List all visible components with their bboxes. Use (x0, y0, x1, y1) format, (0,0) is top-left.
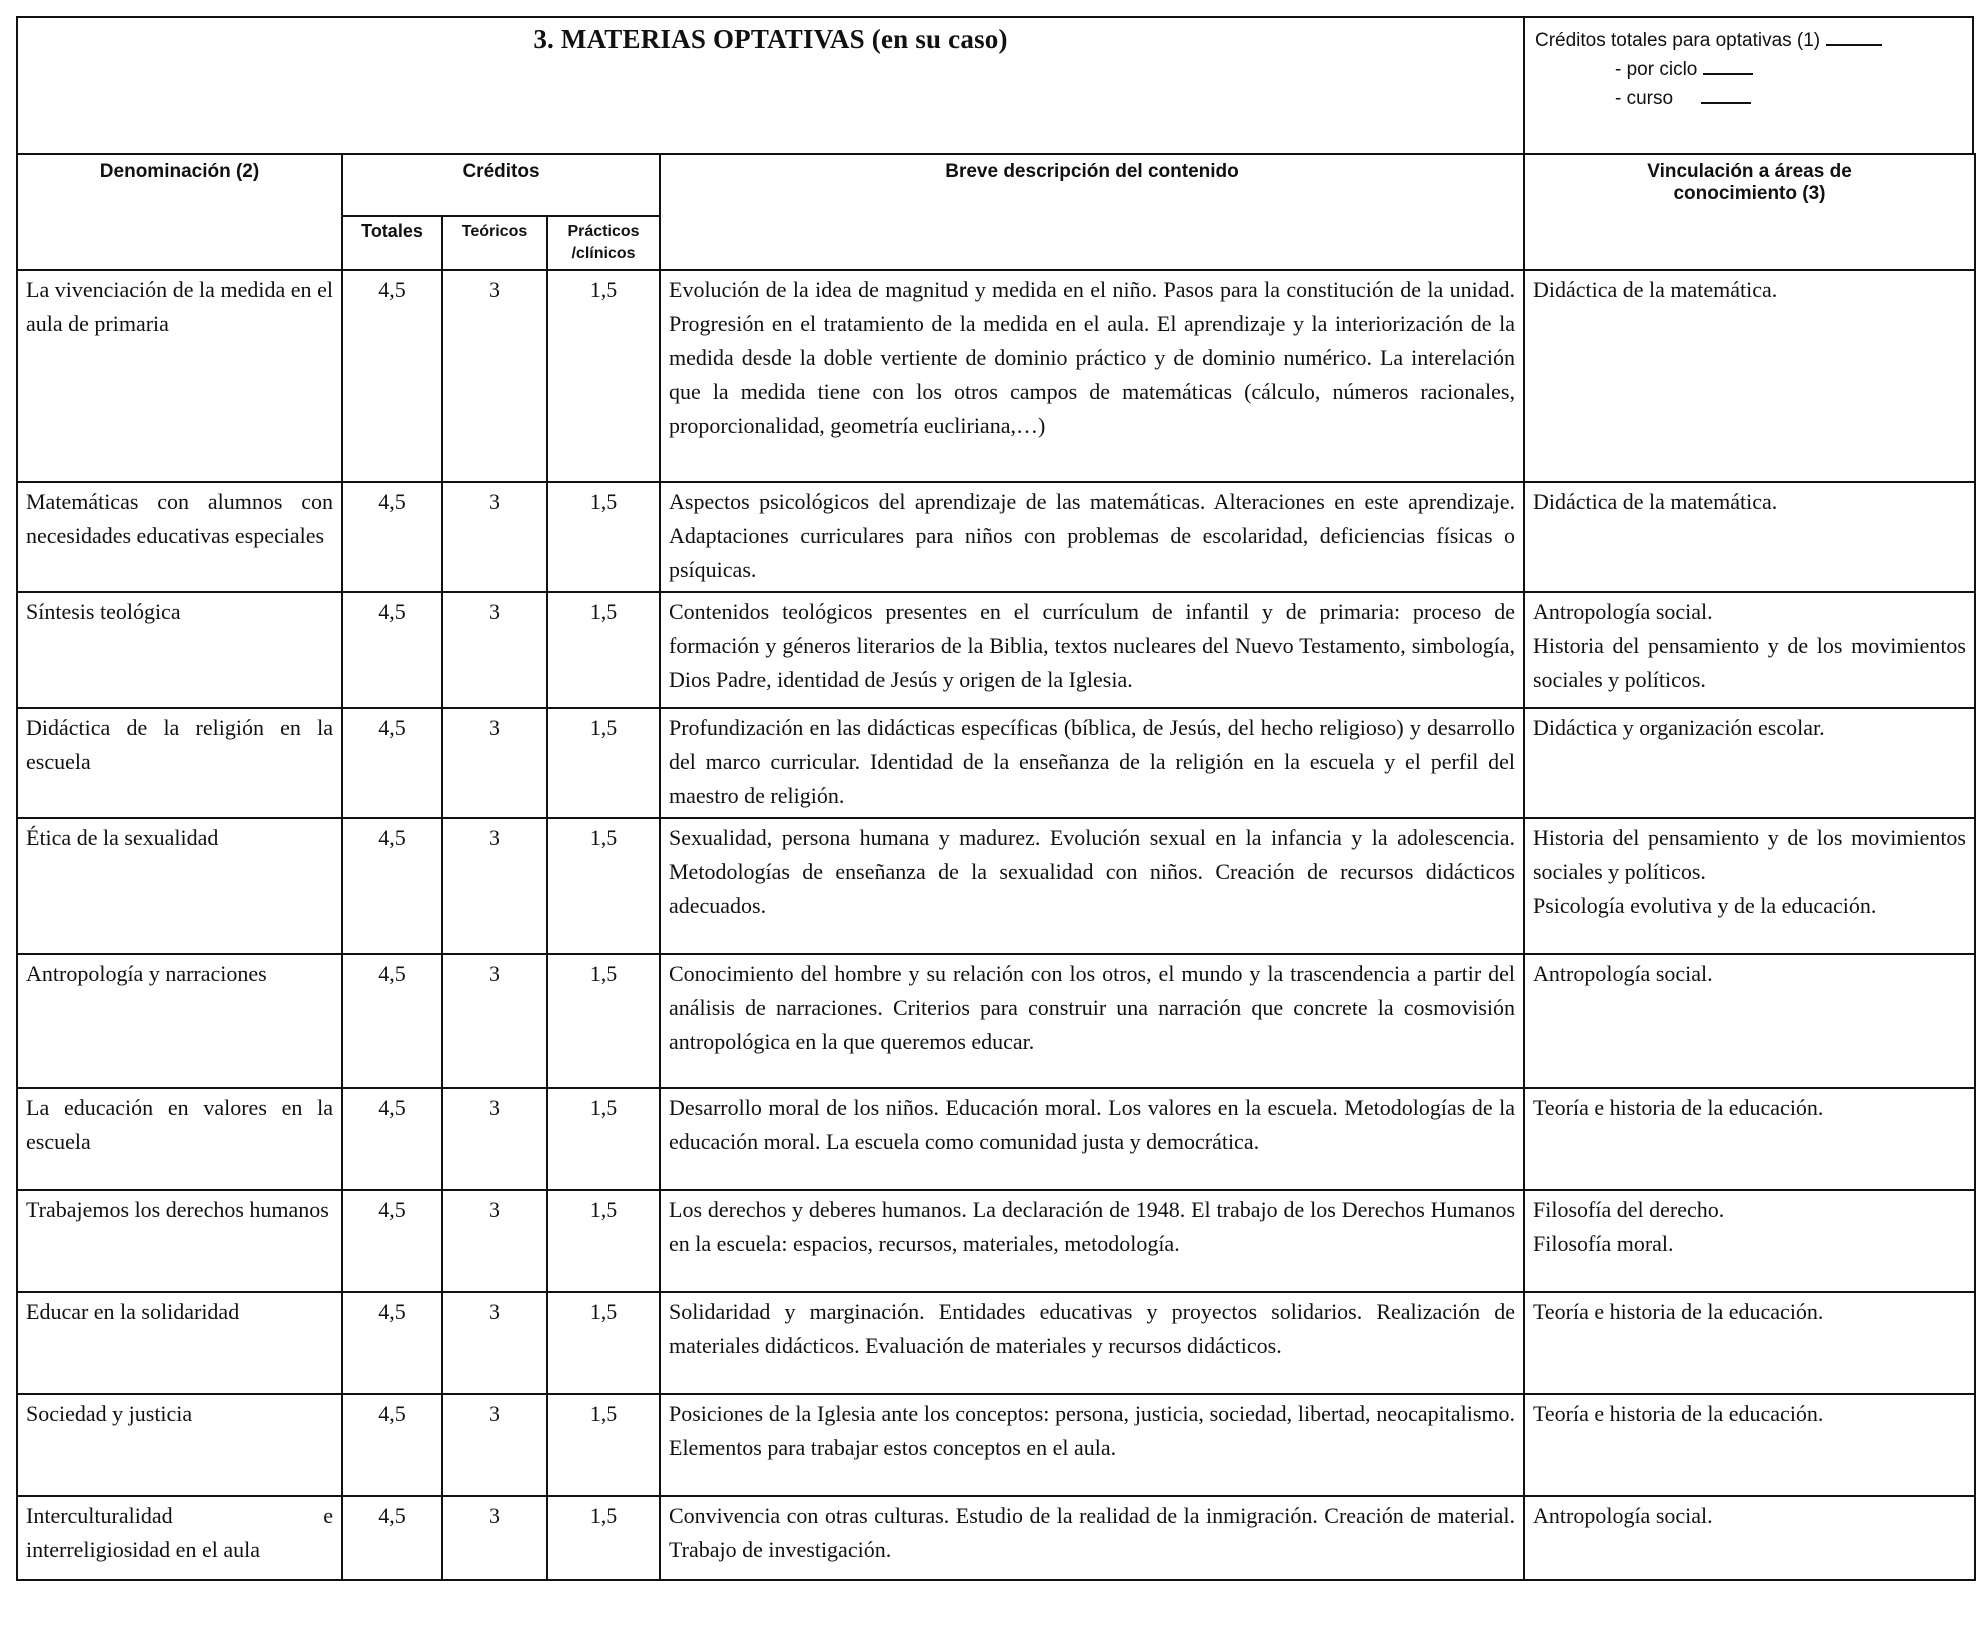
credits-practicos: 1,5 (547, 1088, 660, 1190)
title-cell (18, 18, 1525, 153)
credits-cycle-line (1535, 55, 1962, 84)
credits-totales: 4,5 (342, 1292, 442, 1394)
content-description: Desarrollo moral de los niños. Educación moral. Los valores en la escuela. Metodologías de la educación moral. La escuela como comunidad justa y democrática. (660, 1088, 1524, 1190)
credits-teoricos: 3 (442, 818, 547, 954)
subject-name: La educación en valores en la escuela (17, 1088, 342, 1190)
knowledge-area: Teoría e historia de la educación. (1533, 1401, 1824, 1426)
table-row (17, 592, 1975, 708)
subject-name: Antropología y narraciones (17, 954, 342, 1088)
knowledge-area: Antropología social. (1533, 961, 1713, 986)
knowledge-area: Filosofía del derecho. (1533, 1197, 1725, 1222)
knowledge-area: Psicología evolutiva y de la educación. (1533, 893, 1877, 918)
credits-practicos: 1,5 (547, 1292, 660, 1394)
table-row (17, 954, 1975, 1088)
knowledge-areas (1524, 1292, 1975, 1394)
knowledge-area: Teoría e historia de la educación. (1533, 1299, 1824, 1324)
content-description: Evolución de la idea de magnitud y medida en el niño. Pasos para la constitución de la unidad. Progresión en el tratamiento de la medida en el aula. El aprendizaje y la interiorización de la medida desde la doble vertiente de dominio práctico y de dominio numérico. La interelación que la medida tiene con los otros campos de matemáticas (cálculo, números racionales, proporcionalidad, geometría eucliriana,…) (660, 270, 1524, 482)
knowledge-areas (1524, 592, 1975, 708)
credits-totales: 4,5 (342, 1088, 442, 1190)
credits-course-blank (1701, 84, 1751, 104)
credits-totales: 4,5 (342, 708, 442, 818)
credits-practicos: 1,5 (547, 270, 660, 482)
credits-practicos: 1,5 (547, 708, 660, 818)
credits-teoricos: 3 (442, 592, 547, 708)
col-header-practicos: Prácticos /clínicos (547, 216, 660, 270)
credits-total-line (1535, 26, 1962, 55)
credits-totales: 4,5 (342, 818, 442, 954)
knowledge-area: Teoría e historia de la educación. (1533, 1095, 1824, 1120)
knowledge-areas (1524, 708, 1975, 818)
content-description: Contenidos teológicos presentes en el currículum de infantil y de primaria: proceso de formación y géneros literarios de la Biblia, textos nucleares del Nuevo Testamento, simbología, Dios Padre, identidad de Jesús y origen de la Iglesia. (660, 592, 1524, 708)
credits-totales: 4,5 (342, 482, 442, 592)
credits-course-line (1535, 84, 1962, 113)
credits-practicos: 1,5 (547, 1394, 660, 1496)
col-header-descripcion: Breve descripción del contenido (660, 154, 1524, 270)
table-body (17, 270, 1975, 1580)
knowledge-areas (1524, 482, 1975, 592)
credits-teoricos: 3 (442, 270, 547, 482)
knowledge-areas (1524, 1190, 1975, 1292)
credits-teoricos: 3 (442, 1088, 547, 1190)
credits-teoricos: 3 (442, 482, 547, 592)
knowledge-areas (1524, 1394, 1975, 1496)
subject-name: La vivenciación de la medida en el aula de primaria (17, 270, 342, 482)
credits-practicos: 1,5 (547, 1496, 660, 1580)
table-row (17, 708, 1975, 818)
knowledge-areas (1524, 954, 1975, 1088)
credits-practicos: 1,5 (547, 954, 660, 1088)
content-description: Sexualidad, persona humana y madurez. Evolución sexual en la infancia y la adolescencia. Metodologías de enseñanza de la sexualidad con niños. Creación de recursos didácticos adecuados. (660, 818, 1524, 954)
col-header-teoricos: Teóricos (442, 216, 547, 270)
knowledge-areas (1524, 270, 1975, 482)
credits-totales: 4,5 (342, 1496, 442, 1580)
content-description: Convivencia con otras culturas. Estudio de la realidad de la inmigración. Creación de material. Trabajo de investigación. (660, 1496, 1524, 1580)
table-row (17, 1190, 1975, 1292)
knowledge-area: Historia del pensamiento y de los movimientos sociales y políticos. (1533, 825, 1966, 884)
credits-summary (1525, 18, 1972, 153)
credits-totales: 4,5 (342, 1190, 442, 1292)
credits-totales: 4,5 (342, 1394, 442, 1496)
subject-name: Síntesis teológica (17, 592, 342, 708)
credits-totales: 4,5 (342, 592, 442, 708)
table-row (17, 1496, 1975, 1580)
col-header-creditos: Créditos (342, 154, 660, 216)
subject-name: Sociedad y justicia (17, 1394, 342, 1496)
table-row (17, 1292, 1975, 1394)
credits-practicos: 1,5 (547, 482, 660, 592)
knowledge-area: Didáctica de la matemática. (1533, 277, 1778, 302)
credits-cycle-label: - por ciclo (1615, 59, 1698, 80)
table-row (17, 1394, 1975, 1496)
knowledge-area: Historia del pensamiento y de los movimientos sociales y políticos. (1533, 633, 1966, 692)
subject-name: Didáctica de la religión en la escuela (17, 708, 342, 818)
credits-practicos: 1,5 (547, 592, 660, 708)
content-description: Conocimiento del hombre y su relación con los otros, el mundo y la trascendencia a partir del análisis de narraciones. Criterios para construir una narración que concrete la cosmovisión antropológica en la que queremos educar. (660, 954, 1524, 1088)
col-header-totales: Totales (342, 216, 442, 270)
knowledge-area: Didáctica y organización escolar. (1533, 715, 1825, 740)
knowledge-area: Antropología social. (1533, 599, 1713, 624)
content-description: Profundización en las didácticas específicas (bíblica, de Jesús, del hecho religioso) y desarrollo del marco curricular. Identidad de la enseñanza de la religión en la escuela y el perfil del maestro de religión. (660, 708, 1524, 818)
content-description: Aspectos psicológicos del aprendizaje de las matemáticas. Alteraciones en este aprendizaje. Adaptaciones curriculares para niños con problemas de escolaridad, deficiencias físicas o psíquicas. (660, 482, 1524, 592)
knowledge-area: Didáctica de la matemática. (1533, 489, 1778, 514)
credits-teoricos: 3 (442, 1190, 547, 1292)
credits-teoricos: 3 (442, 954, 547, 1088)
col-header-denominacion: Denominación (2) (17, 154, 342, 270)
credits-teoricos: 3 (442, 1496, 547, 1580)
materias-table (16, 153, 1976, 1581)
knowledge-area: Filosofía moral. (1533, 1231, 1674, 1256)
subject-name: Ética de la sexualidad (17, 818, 342, 954)
content-description: Solidaridad y marginación. Entidades educativas y proyectos solidarios. Realización de materiales didácticos. Evaluación de materiales y recursos didácticos. (660, 1292, 1524, 1394)
credits-teoricos: 3 (442, 1394, 547, 1496)
table-row (17, 818, 1975, 954)
credits-totales: 4,5 (342, 954, 442, 1088)
credits-practicos: 1,5 (547, 818, 660, 954)
knowledge-areas (1524, 1496, 1975, 1580)
table-row (17, 270, 1975, 482)
page-title: 3. MATERIAS OPTATIVAS (en su caso) (533, 24, 1008, 54)
credits-course-label: - curso (1615, 88, 1674, 109)
col-header-vinculacion: Vinculación a áreas de conocimiento (3) (1524, 154, 1975, 270)
knowledge-areas (1524, 818, 1975, 954)
subject-name: Matemáticas con alumnos con necesidades educativas especiales (17, 482, 342, 592)
table-header-box (16, 16, 1974, 153)
credits-practicos: 1,5 (547, 1190, 660, 1292)
credits-teoricos: 3 (442, 1292, 547, 1394)
subject-name: Trabajemos los derechos humanos (17, 1190, 342, 1292)
credits-total-blank (1826, 26, 1882, 46)
subject-name: Educar en la solidaridad (17, 1292, 342, 1394)
document-page (16, 16, 1974, 1581)
credits-cycle-blank (1703, 55, 1753, 75)
knowledge-areas (1524, 1088, 1975, 1190)
subject-name: Interculturalidad e interreligiosidad en el aula (17, 1496, 342, 1580)
credits-teoricos: 3 (442, 708, 547, 818)
content-description: Posiciones de la Iglesia ante los conceptos: persona, justicia, sociedad, libertad, neocapitalismo. Elementos para trabajar estos conceptos en el aula. (660, 1394, 1524, 1496)
content-description: Los derechos y deberes humanos. La declaración de 1948. El trabajo de los Derechos Humanos en la escuela: espacios, recursos, materiales, metodología. (660, 1190, 1524, 1292)
table-row (17, 482, 1975, 592)
credits-totales: 4,5 (342, 270, 442, 482)
credits-total-label: Créditos totales para optativas (1) (1535, 30, 1821, 51)
table-row (17, 1088, 1975, 1190)
knowledge-area: Antropología social. (1533, 1503, 1713, 1528)
